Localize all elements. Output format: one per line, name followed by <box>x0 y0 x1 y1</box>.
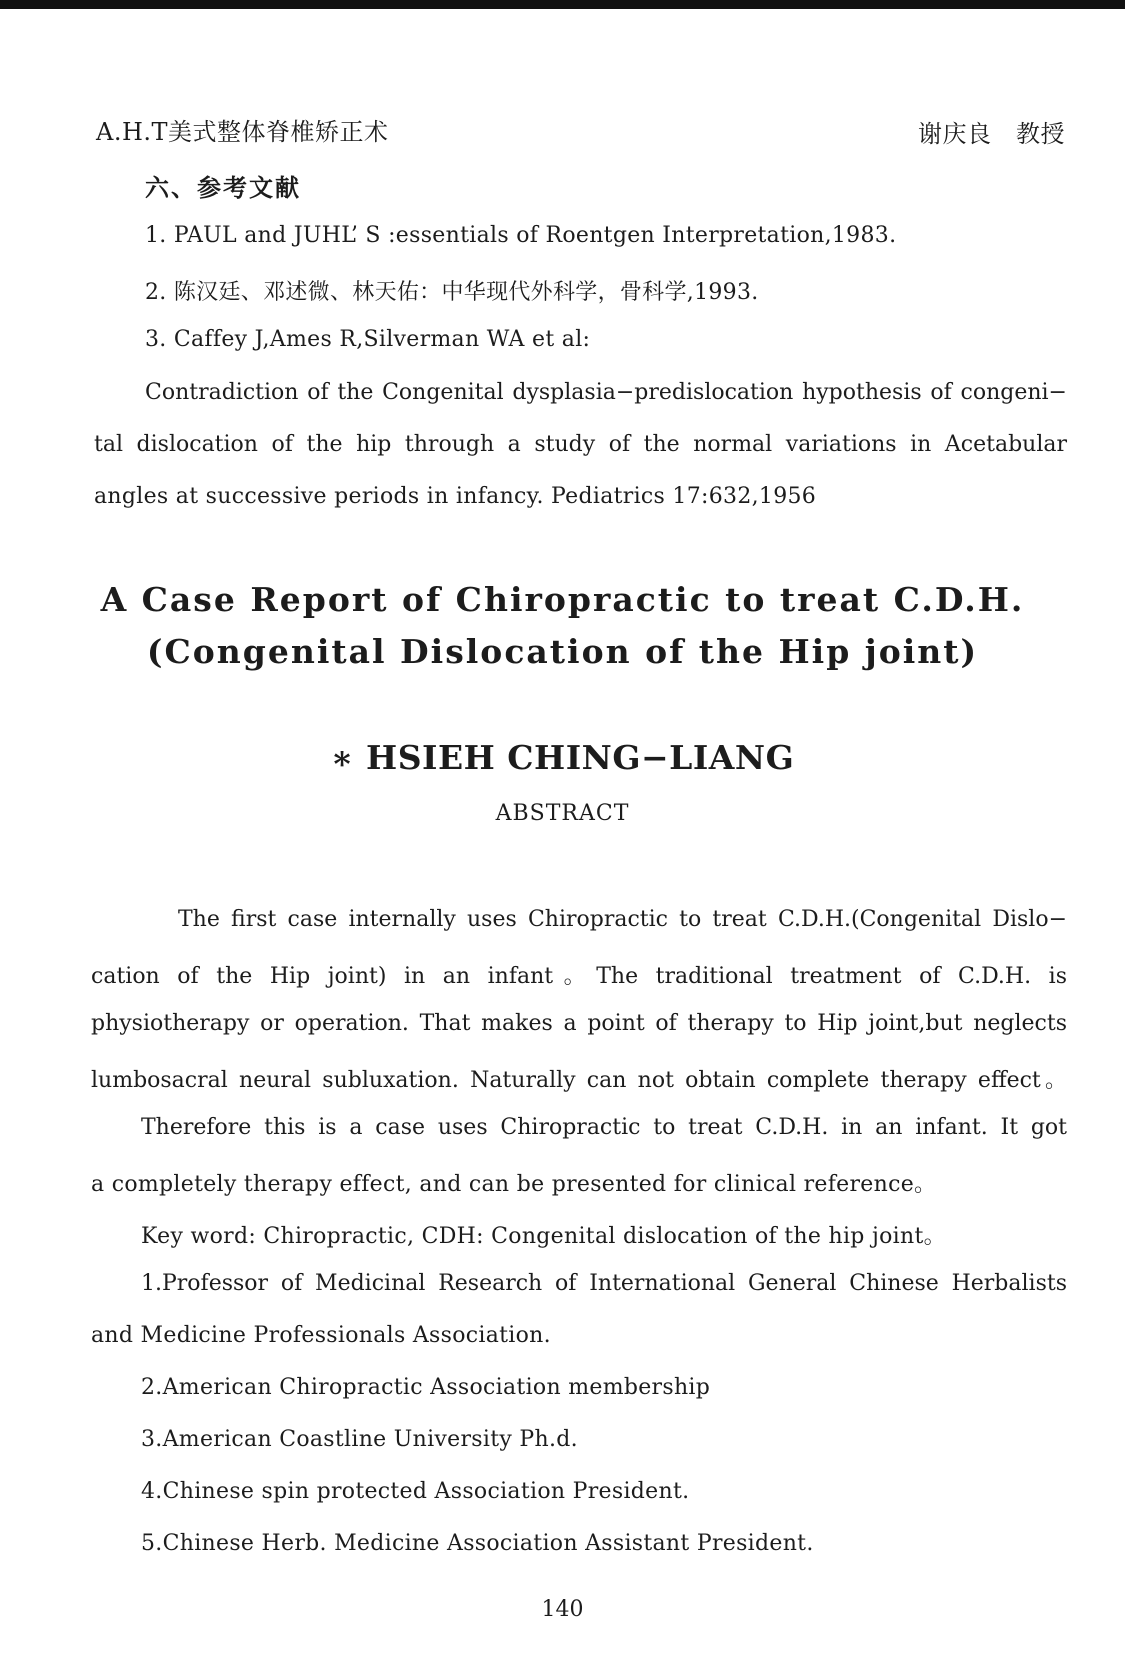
abstract-line: cation of the Hip joint) in an infant。The traditional treatment of C.D.H. is <box>91 964 1067 989</box>
reference-2: 2. 陈汉廷、邓述微、林天佑：中华现代外科学，骨科学,1993. <box>145 280 759 305</box>
running-header-title: A.H.T美式整体脊椎矫正术 <box>96 118 389 146</box>
article-author: ∗ HSIEH CHING−LIANG <box>330 738 795 777</box>
reference-3-head: 3. Caffey J,Ames R,Silverman WA et al: <box>145 327 591 352</box>
page-number: 140 <box>541 1597 584 1622</box>
references-heading: 六、参考文献 <box>145 173 301 202</box>
article-title-line-2: (Congenital Dislocation of the Hip joint) <box>146 632 979 671</box>
credit-line: 3.American Coastline University Ph.d. <box>141 1427 578 1452</box>
reference-3-line: tal dislocation of the hip through a study of the normal variations in Acetabular <box>94 432 1067 457</box>
abstract-line: a completely therapy effect, and can be presented for clinical reference。 <box>91 1172 937 1197</box>
reference-3-line: Contradiction of the Congenital dysplasia−predislocation hypothesis of congeni− <box>145 380 1067 405</box>
article-title-line-1: A Case Report of Chiropractic to treat C.D.H. <box>100 580 1025 619</box>
credit-line: and Medicine Professionals Association. <box>91 1323 551 1348</box>
credit-line: 2.American Chiropractic Association membership <box>141 1375 711 1400</box>
abstract-line: The first case internally uses Chiropractic to treat C.D.H.(Congenital Dislo− <box>178 907 1067 932</box>
abstract-heading: ABSTRACT <box>495 801 630 826</box>
credit-line: 4.Chinese spin protected Association President. <box>141 1479 690 1504</box>
abstract-line: lumbosacral neural subluxation. Naturally can not obtain complete therapy effect。 <box>91 1068 1067 1093</box>
reference-1: 1. PAUL and JUHL’ S :essentials of Roentgen Interpretation,1983. <box>145 223 897 248</box>
credit-line: 5.Chinese Herb. Medicine Association Assistant President. <box>141 1531 814 1556</box>
reference-3-line: angles at successive periods in infancy. Pediatrics 17:632,1956 <box>94 484 817 509</box>
keywords-line: Key word: Chiropractic, CDH: Congenital dislocation of the hip joint。 <box>141 1224 946 1249</box>
credit-line: 1.Professor of Medicinal Research of International General Chinese Herbalists <box>141 1271 1067 1296</box>
abstract-line: Therefore this is a case uses Chiropractic to treat C.D.H. in an infant. It got <box>141 1115 1067 1140</box>
running-header-author: 谢庆良 教授 <box>918 120 1065 148</box>
abstract-line: physiotherapy or operation. That makes a point of therapy to Hip joint,but neglects <box>91 1011 1067 1036</box>
